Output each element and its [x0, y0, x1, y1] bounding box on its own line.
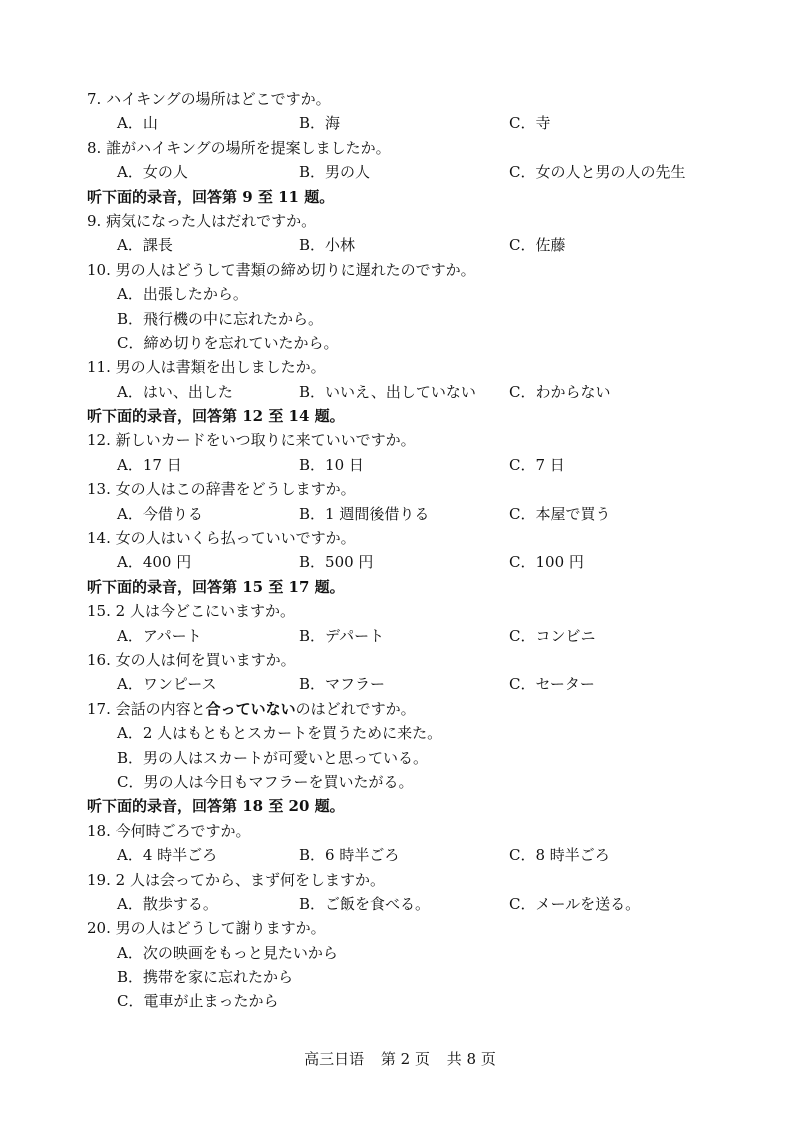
option-a: A．出張したから。: [117, 285, 248, 304]
option-c: C．8 時半ごろ: [509, 846, 610, 865]
option-c: C．コンビニ: [509, 626, 596, 645]
question-number: 10.: [87, 260, 111, 279]
footer-page-number: 第 2 页: [380, 1050, 430, 1068]
question-list: [87, 87, 727, 1014]
option-a: A．2 人はもともとスカートを買うために来た。: [117, 724, 443, 743]
question-text: 誰がハイキングの場所を提案しましたか。: [106, 138, 391, 157]
question-19: [87, 868, 727, 892]
option-b: B．飛行機の中に忘れたから。: [117, 309, 324, 328]
option-a: A．17 日: [117, 455, 182, 474]
option-b: B．いいえ、出していない: [299, 382, 476, 401]
option-a: A．今借りる: [117, 504, 203, 523]
footer-total-pages: 共 8 页: [446, 1050, 496, 1068]
option-c: C．メールを送る。: [509, 894, 641, 913]
question-8: [87, 136, 727, 160]
option-a: A．女の人: [117, 163, 188, 182]
question-number: 12.: [87, 431, 111, 450]
question-number: 20.: [87, 919, 111, 938]
question-11: [87, 355, 727, 379]
option-a: A．はい、出した: [117, 382, 233, 401]
section-heading: 听下面的录音，回答第 9 至 11 题。: [87, 187, 335, 206]
option-c: C．電車が止まったから: [117, 992, 279, 1011]
question-16: [87, 648, 727, 672]
question-number: 13.: [87, 480, 111, 499]
option-b: B．男の人: [299, 163, 371, 182]
option-a: A．散歩する。: [117, 894, 218, 913]
options-row: [87, 550, 727, 574]
option-b: B．携帯を家に忘れたから: [117, 968, 294, 987]
option-b: B．海: [299, 114, 341, 133]
question-number: 7.: [87, 90, 102, 108]
option-b: B．500 円: [299, 553, 374, 572]
question-7: [87, 87, 727, 111]
question-text: 男の人はどうして書類の締め切りに遅れたのですか。: [115, 260, 476, 279]
section-heading: 听下面的录音，回答第 18 至 20 题。: [87, 797, 345, 816]
question-text: 女の人はこの辞書をどうしますか。: [115, 480, 356, 499]
options-row: [87, 453, 727, 477]
option-a: A．次の映画をもっと見たいから: [117, 943, 338, 962]
options-row: [87, 160, 727, 184]
option-a: A．4 時半ごろ: [117, 846, 218, 865]
options-row: [87, 672, 727, 696]
section-heading: 听下面的录音，回答第 12 至 14 题。: [87, 407, 345, 426]
option-c: C．寺: [509, 114, 551, 133]
question-number: 18.: [87, 821, 111, 840]
option-b: B．10 日: [299, 455, 364, 474]
question-20: [87, 916, 727, 940]
question-17: [87, 697, 727, 721]
options-row: [87, 892, 727, 916]
options-row: [87, 843, 727, 867]
option-c: C．本屋で買う: [509, 504, 611, 523]
option-a: A．ワンピース: [117, 675, 217, 694]
question-18: [87, 819, 727, 843]
footer-subject: 高三日语: [304, 1050, 365, 1068]
question-text-end: のはどれですか。: [295, 699, 416, 718]
question-14: [87, 526, 727, 550]
options-row: [87, 502, 727, 526]
option-c: C．7 日: [509, 455, 565, 474]
question-text: 新しいカードをいつ取りに来ていいですか。: [115, 431, 416, 450]
options-row: [87, 111, 727, 135]
option-a: A．課長: [117, 236, 173, 255]
section-heading: 听下面的录音，回答第 15 至 17 题。: [87, 577, 345, 596]
question-text: 2 人は会ってから、まず何をしますか。: [115, 870, 385, 889]
question-text: 今何時ごろですか。: [115, 821, 251, 840]
question-number: 8.: [87, 138, 102, 157]
option-c: C．女の人と男の人の先生: [509, 163, 686, 182]
question-number: 19.: [87, 870, 111, 889]
option-a: A．400 円: [117, 553, 192, 572]
question-10: [87, 258, 727, 282]
question-9: [87, 209, 727, 233]
options-row: [87, 380, 727, 404]
option-c: C．佐藤: [509, 236, 566, 255]
option-c: C．わからない: [509, 382, 611, 401]
option-a: A．アパート: [117, 626, 202, 645]
option-b: B．ご飯を食べる。: [299, 894, 431, 913]
question-emphasis: 合っていない: [205, 699, 296, 718]
question-12: [87, 428, 727, 452]
question-number: 16.: [87, 650, 111, 669]
question-number: 14.: [87, 529, 111, 548]
question-text: 女の人は何を買いますか。: [115, 650, 296, 669]
options-row: [87, 624, 727, 648]
options-row: [87, 233, 727, 257]
option-b: B．6 時半ごろ: [299, 846, 400, 865]
question-text: 女の人はいくら払っていいですか。: [115, 529, 356, 548]
option-b: B．デパート: [299, 626, 385, 645]
question-number: 9.: [87, 211, 102, 230]
question-text: 男の人はどうして謝りますか。: [115, 919, 326, 938]
question-text: 2 人は今どこにいますか。: [115, 602, 295, 621]
option-b: B．小林: [299, 236, 356, 255]
option-c: C．100 円: [509, 553, 584, 572]
option-c: C．セーター: [509, 675, 595, 694]
page-footer: [0, 1049, 800, 1069]
question-number: 17.: [87, 699, 111, 718]
option-b: B．1 週間後借りる: [299, 504, 430, 523]
option-a: A．山: [117, 114, 158, 133]
option-b: B．マフラー: [299, 675, 386, 694]
option-c: C．締め切りを忘れていたから。: [117, 333, 339, 352]
question-number: 15.: [87, 602, 111, 621]
question-text: ハイキングの場所はどこですか。: [106, 90, 331, 108]
question-text: 男の人は書類を出しましたか。: [115, 358, 326, 377]
question-number: 11.: [87, 358, 111, 377]
option-b: B．男の人はスカートが可愛いと思っている。: [117, 748, 429, 767]
question-text: 病気になった人はだれですか。: [106, 211, 317, 230]
question-text: 会話の内容と: [115, 699, 206, 718]
option-c: C．男の人は今日もマフラーを買いたがる。: [117, 772, 414, 791]
question-15: [87, 599, 727, 623]
question-13: [87, 477, 727, 501]
